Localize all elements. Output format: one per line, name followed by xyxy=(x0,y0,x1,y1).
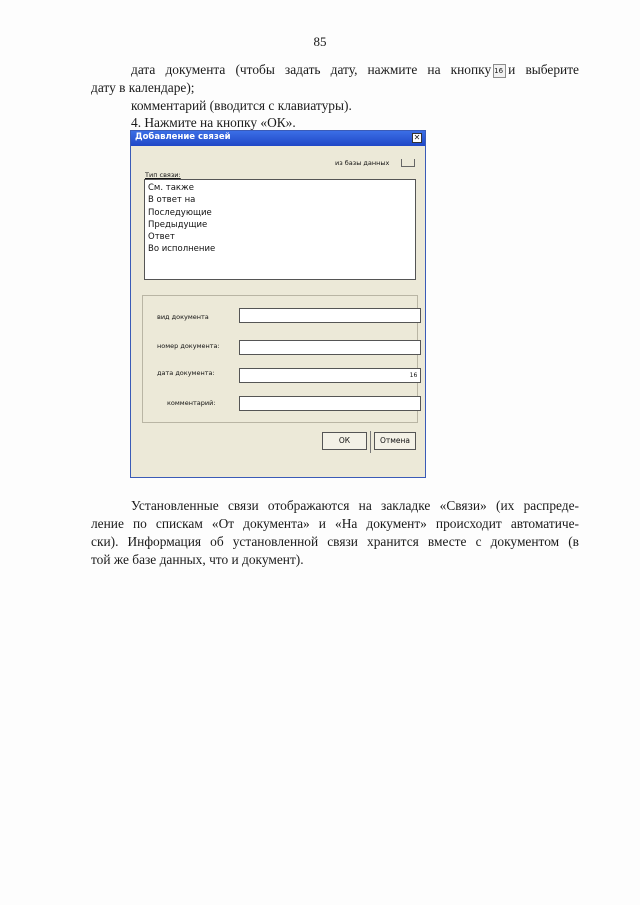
doc-date-input[interactable] xyxy=(239,368,421,383)
text-paragraph-line-2: ление по спискам «От документа» и «На документ» происходит автоматиче- xyxy=(91,516,579,531)
text-paragraph-line-4: той же базе данных, что и документ). xyxy=(91,552,304,567)
doc-number-label: номер документа: xyxy=(157,342,220,350)
list-item[interactable]: Последующие xyxy=(148,207,212,218)
link-type-list[interactable] xyxy=(144,179,416,280)
text-date-before: дата документа (чтобы задать дату, нажмите на кнопку xyxy=(131,62,492,77)
text-date-after: и выберите xyxy=(508,62,579,77)
doc-type-label: вид документа xyxy=(157,313,209,321)
paragraph-date-line xyxy=(131,61,579,79)
doc-date-label: дата документа: xyxy=(157,369,215,377)
doc-type-input[interactable] xyxy=(239,308,421,323)
close-icon[interactable]: ✕ xyxy=(413,133,421,142)
cancel-button[interactable]: Отмена xyxy=(374,432,416,450)
calendar-icon: 16 xyxy=(493,64,506,78)
dialog-title: Добавление связей xyxy=(135,132,231,142)
ok-button[interactable]: ОК xyxy=(322,432,367,450)
list-item[interactable]: Во исполнение xyxy=(148,244,216,255)
from-db-button[interactable] xyxy=(401,159,415,167)
dialog-titlebar xyxy=(131,131,425,146)
calendar-icon[interactable]: 16 xyxy=(409,372,418,379)
link-type-label: Тип связи: xyxy=(145,171,181,179)
doc-number-input[interactable] xyxy=(239,340,421,355)
list-item[interactable]: См. также xyxy=(148,183,194,193)
comment-input[interactable] xyxy=(239,396,421,411)
text-paragraph-line-3: ски). Информация об установленной связи хранится вместе с документом (в xyxy=(91,534,579,549)
from-db-label: из базы данных xyxy=(335,159,390,167)
list-item[interactable]: В ответ на xyxy=(148,195,196,206)
document-fields-group xyxy=(142,295,418,423)
text-comment-line: комментарий (вводится с клавиатуры). xyxy=(131,98,352,113)
page-number: 85 xyxy=(313,34,327,49)
add-links-dialog xyxy=(130,130,426,478)
divider xyxy=(370,431,371,453)
comment-label: комментарий: xyxy=(167,399,216,407)
list-item[interactable]: Предыдущие xyxy=(148,219,208,230)
text-paragraph-line-1: Установленные связи отображаются на закладке «Связи» (их распреде- xyxy=(131,498,579,513)
list-item[interactable]: Ответ xyxy=(148,232,175,243)
text-calendar-line: дату в календаре); xyxy=(91,80,195,95)
text-step-4: 4. Нажмите на кнопку «ОК». xyxy=(131,115,296,130)
